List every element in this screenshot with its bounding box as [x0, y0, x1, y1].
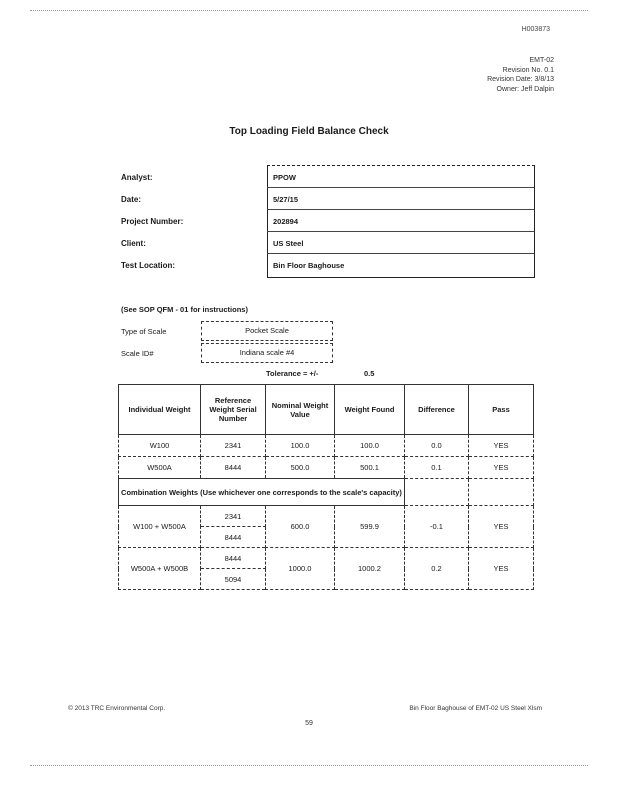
- combo-found: 599.9: [335, 506, 405, 548]
- date-label: Date:: [121, 195, 142, 204]
- instructions-note: (See SOP QFM - 01 for instructions): [121, 305, 248, 314]
- header-individual-weight: Individual Weight: [119, 385, 201, 435]
- scale-id-value: Indiana scale #4: [201, 343, 333, 363]
- test-location-label: Test Location:: [121, 261, 176, 270]
- date-value: 5/27/15: [273, 195, 299, 204]
- project-number-value: 202894: [273, 217, 299, 226]
- combo-row: [119, 506, 534, 527]
- scale-type-value: Pocket Scale: [201, 321, 333, 341]
- document-header: [487, 56, 554, 94]
- combo-weight: W500A + W500B: [119, 548, 201, 590]
- field-divider: [267, 209, 534, 210]
- footer-copyright: © 2013 TRC Environmental Corp.: [68, 705, 166, 712]
- project-number-label: Project Number:: [121, 217, 184, 226]
- scale-type-label: Type of Scale: [121, 327, 167, 336]
- combo-nominal: 600.0: [266, 506, 335, 548]
- field-divider: [267, 253, 534, 254]
- analyst-value: PPOW: [273, 173, 296, 182]
- header-reference-serial: Reference Weight Serial Number: [201, 385, 266, 435]
- row-weight: W100: [119, 435, 201, 457]
- combination-note-row: [119, 479, 534, 506]
- page-title: Top Loading Field Balance Check: [229, 126, 389, 137]
- header-owner: Owner: Jeff Dalpin: [496, 85, 554, 93]
- top-dotted-edge: [30, 10, 588, 11]
- empty-cell: [405, 479, 469, 506]
- combo-pass: YES: [469, 506, 534, 548]
- row-nominal: 100.0: [266, 435, 335, 457]
- header-pass: Pass: [469, 385, 534, 435]
- footer-location: Bin Floor Baghouse of EMT-02 US Steel Xlsm: [409, 705, 542, 712]
- combo-pass: YES: [469, 548, 534, 590]
- combo-row: [119, 548, 534, 569]
- combo-nominal: 1000.0: [266, 548, 335, 590]
- row-nominal: 500.0: [266, 457, 335, 479]
- row-found: 100.0: [335, 435, 405, 457]
- combo-serial-2: 8444: [201, 527, 266, 548]
- header-revision-no: Revision No. 0.1: [502, 66, 554, 74]
- bottom-dotted-edge: [30, 765, 588, 766]
- row-pass: YES: [469, 435, 534, 457]
- header-weight-found: Weight Found: [335, 385, 405, 435]
- combo-found: 1000.2: [335, 548, 405, 590]
- empty-cell: [469, 479, 534, 506]
- tolerance-label: Tolerance = +/-: [266, 369, 319, 378]
- header-difference: Difference: [405, 385, 469, 435]
- row-serial: 2341: [201, 435, 266, 457]
- table-header-row: [119, 385, 534, 435]
- header-sop: EMT-02: [529, 57, 554, 64]
- field-divider: [267, 231, 534, 232]
- weight-check-table: [118, 384, 534, 590]
- field-divider: [267, 187, 534, 188]
- row-difference: 0.0: [405, 435, 469, 457]
- row-pass: YES: [469, 457, 534, 479]
- table-row: [119, 435, 534, 457]
- row-difference: 0.1: [405, 457, 469, 479]
- combo-difference: -0.1: [405, 506, 469, 548]
- row-found: 500.1: [335, 457, 405, 479]
- analyst-label: Analyst:: [121, 173, 153, 182]
- header-nominal-value: Nominal Weight Value: [266, 385, 335, 435]
- row-weight: W500A: [119, 457, 201, 479]
- header-revision-date: Revision Date: 3/8/13: [487, 76, 554, 83]
- combo-serial-1: 8444: [201, 548, 266, 569]
- test-location-value: Bin Floor Baghouse: [273, 261, 345, 270]
- combo-weight: W100 + W500A: [119, 506, 201, 548]
- combo-serial-2: 5094: [201, 569, 266, 590]
- combination-note: Combination Weights (Use whichever one corresponds to the scale's capacity): [119, 479, 405, 506]
- scale-id-label: Scale ID#: [121, 349, 154, 358]
- tolerance-value: 0.5: [364, 369, 375, 378]
- table-row: [119, 457, 534, 479]
- doc-code: H003873: [521, 26, 550, 33]
- combo-difference: 0.2: [405, 548, 469, 590]
- client-value: US Steel: [273, 239, 304, 248]
- client-label: Client:: [121, 239, 146, 248]
- row-serial: 8444: [201, 457, 266, 479]
- combo-serial-1: 2341: [201, 506, 266, 527]
- page-number: 59: [305, 720, 313, 727]
